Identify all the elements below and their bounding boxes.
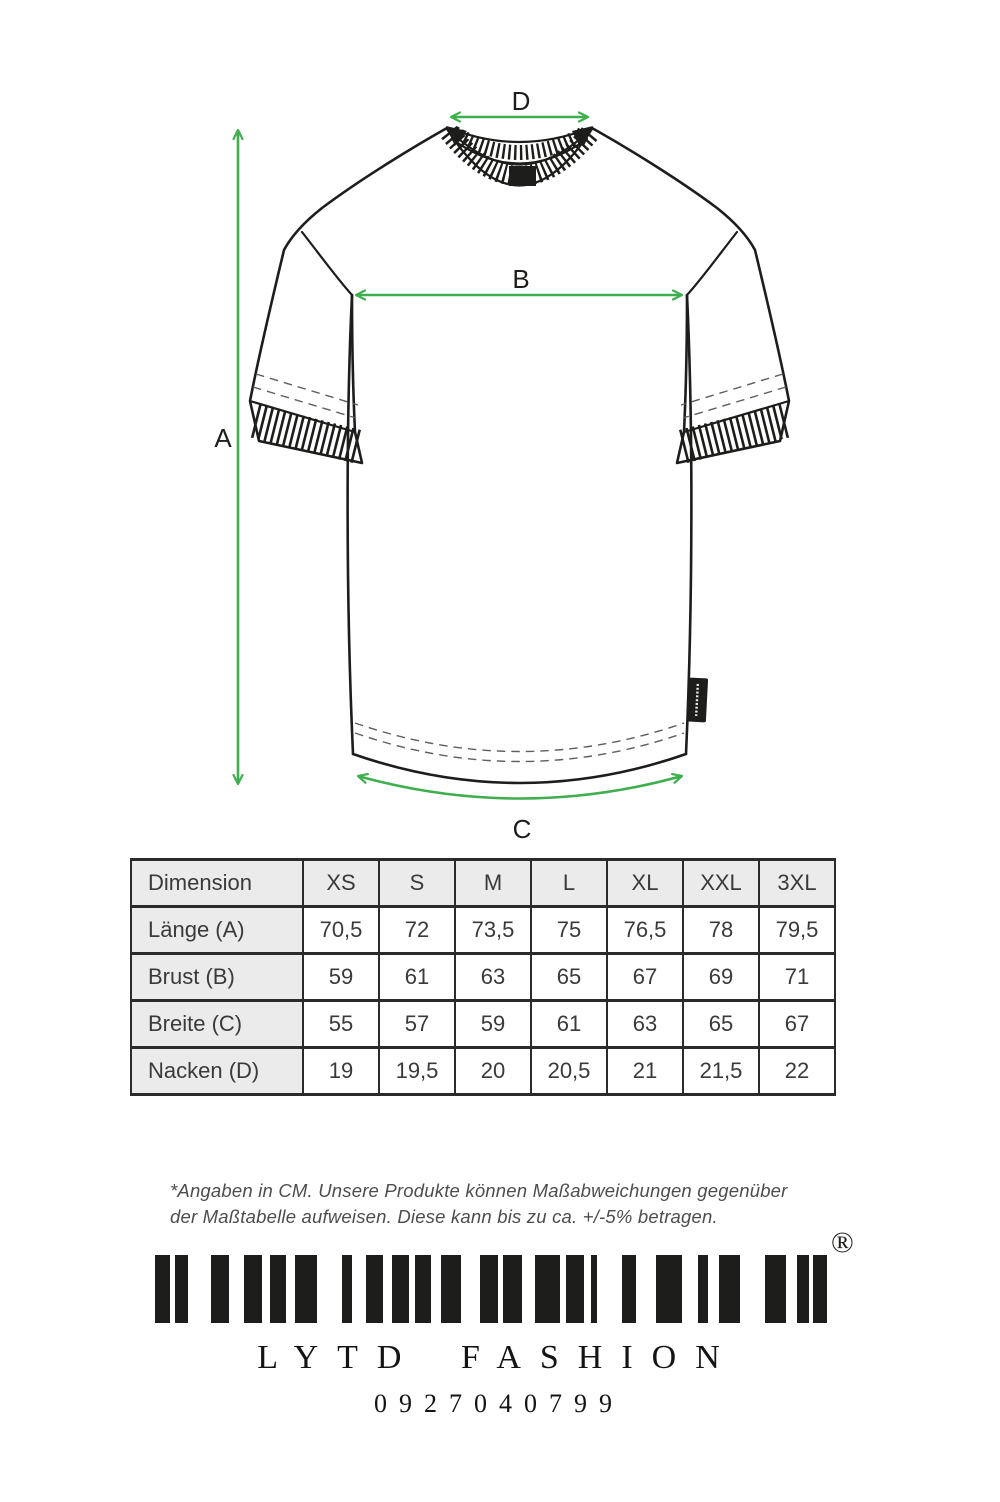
barcode-bar (591, 1255, 597, 1323)
size-table-body (131, 907, 835, 1095)
barcode-bar (342, 1255, 352, 1323)
row-label: Brust (B) (131, 954, 303, 1001)
size-value-cell: 55 (303, 1001, 379, 1048)
barcode-bar (797, 1255, 809, 1323)
size-value-cell: 65 (683, 1001, 759, 1048)
size-value-cell: 78 (683, 907, 759, 954)
barcode-bar (211, 1255, 229, 1323)
barcode-bar (503, 1255, 522, 1323)
size-value-cell: 21,5 (683, 1048, 759, 1095)
col-header-size: XS (303, 860, 379, 907)
cuff-stitch-line (253, 387, 356, 418)
col-header-size: XXL (683, 860, 759, 907)
dim-label-a: A (214, 423, 232, 453)
size-value-cell: 19,5 (379, 1048, 455, 1095)
size-value-cell: 19 (303, 1048, 379, 1095)
dim-label-b: B (512, 264, 530, 294)
barcode-bar (566, 1255, 584, 1323)
barcode-bar (480, 1255, 498, 1323)
size-value-cell: 75 (531, 907, 607, 954)
col-header-size: 3XL (759, 860, 835, 907)
disclaimer-line-2: der Maßtabelle aufweisen. Diese kann bis zu ca. +/-5% betragen. (170, 1206, 718, 1228)
disclaimer-text (170, 1178, 850, 1231)
col-header-size: S (379, 860, 455, 907)
size-value-cell: 76,5 (607, 907, 683, 954)
size-value-cell: 69 (683, 954, 759, 1001)
cuff-stitch-line (256, 374, 358, 405)
table-row (131, 907, 835, 954)
neck-label (509, 166, 536, 186)
barcode-bar (441, 1255, 462, 1323)
size-value-cell: 71 (759, 954, 835, 1001)
cuff-edge-left (250, 401, 355, 432)
tshirt-drawing (250, 126, 789, 783)
table-row (131, 1001, 835, 1048)
table-row (131, 1048, 835, 1095)
size-value-cell: 67 (759, 1001, 835, 1048)
barcode-bar (656, 1255, 682, 1323)
size-value-cell: 72 (379, 907, 455, 954)
size-value-cell: 57 (379, 1001, 455, 1048)
size-value-cell: 79,5 (759, 907, 835, 954)
armhole-seam-left (302, 232, 352, 295)
size-value-cell: 22 (759, 1048, 835, 1095)
row-label: Länge (A) (131, 907, 303, 954)
size-value-cell: 20,5 (531, 1048, 607, 1095)
armhole-seam-right (687, 232, 737, 295)
dim-label-c: C (512, 814, 532, 844)
barcode-bar (270, 1255, 286, 1323)
barcode-bar (622, 1255, 636, 1323)
size-value-cell: 70,5 (303, 907, 379, 954)
dim-label-d: D (511, 86, 531, 116)
col-header-size: XL (607, 860, 683, 907)
cuff-stitch-line (683, 387, 786, 418)
brand-code-number: 0927040799 (374, 1389, 624, 1418)
size-value-cell: 61 (379, 954, 455, 1001)
barcode-bar (295, 1255, 317, 1323)
brand-tag (687, 678, 708, 723)
row-label: Breite (C) (131, 1001, 303, 1048)
col-header-size: M (455, 860, 531, 907)
size-value-cell: 63 (455, 954, 531, 1001)
registered-trademark-symbol: ® (831, 1226, 854, 1259)
barcode-bar (698, 1255, 708, 1323)
barcode-bar (813, 1255, 827, 1323)
size-table (130, 858, 836, 1096)
size-value-cell: 67 (607, 954, 683, 1001)
size-value-cell: 59 (303, 954, 379, 1001)
col-header-dimension: Dimension (131, 860, 303, 907)
arrow-width-c (358, 776, 682, 799)
size-value-cell: 21 (607, 1048, 683, 1095)
size-value-cell: 20 (455, 1048, 531, 1095)
barcode-bar (392, 1255, 410, 1323)
hem-curve (353, 754, 686, 783)
dimension-arrows (214, 86, 682, 844)
table-row (131, 954, 835, 1001)
size-value-cell: 73,5 (455, 907, 531, 954)
size-value-cell: 59 (455, 1001, 531, 1048)
barcode-bar (415, 1255, 432, 1323)
cuff-stitch-line (681, 374, 783, 405)
barcode-bar (535, 1255, 560, 1323)
barcode-bar (155, 1255, 170, 1323)
barcode-bar (244, 1255, 262, 1323)
barcode (155, 1255, 827, 1323)
barcode-bar (366, 1255, 384, 1323)
col-header-size: L (531, 860, 607, 907)
barcode-bar (175, 1255, 189, 1323)
size-value-cell: 61 (531, 1001, 607, 1048)
size-table-header-row (131, 860, 835, 907)
brand-name: LYTD FASHION (257, 1339, 739, 1376)
row-label: Nacken (D) (131, 1048, 303, 1095)
disclaimer-line-1: *Angaben in CM. Unsere Produkte können Maßabweichungen gegenüber (170, 1180, 788, 1201)
size-value-cell: 65 (531, 954, 607, 1001)
size-value-cell: 63 (607, 1001, 683, 1048)
barcode-bar (719, 1255, 740, 1323)
barcode-bar (765, 1255, 786, 1323)
